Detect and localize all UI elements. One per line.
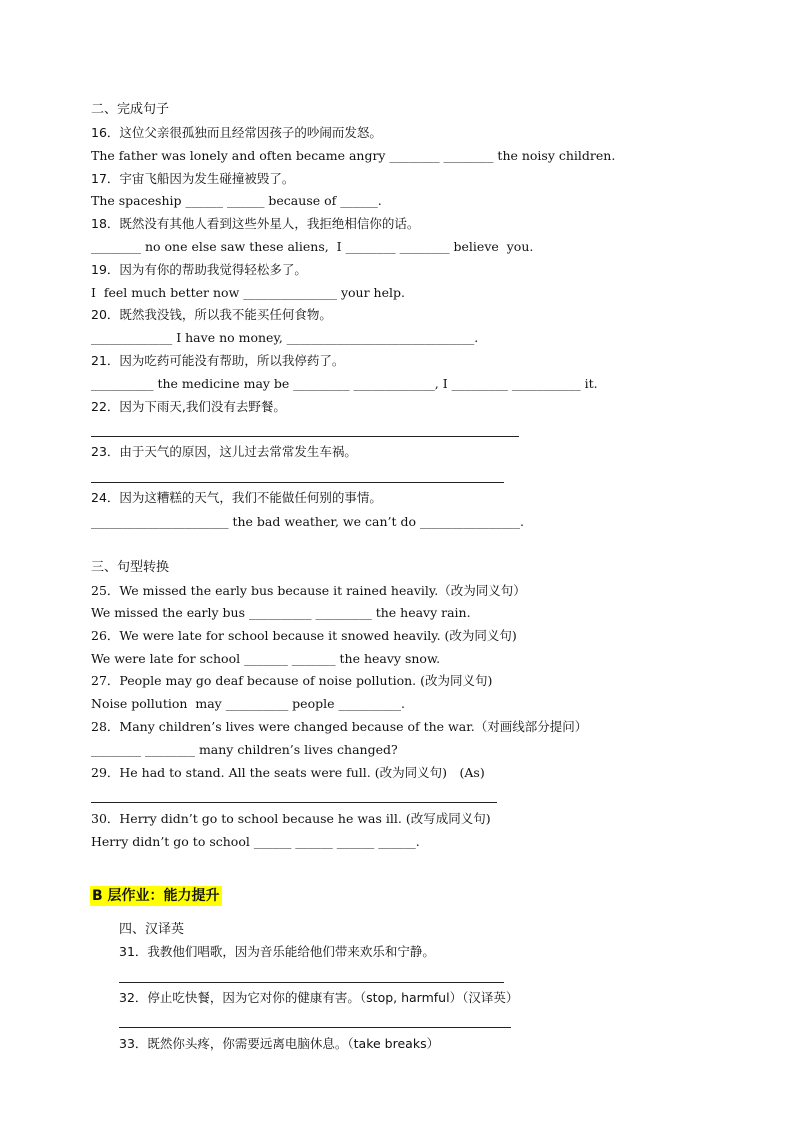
question-24-english: ______________________ the bad weather, we can’t do ________________. [91, 514, 524, 529]
question-20-english: _____________ I have no money, ______________________________. [91, 330, 479, 345]
section-heading-complete-sentences: 二、完成句子 [91, 102, 170, 117]
question-17-english: The spaceship ______ ______ because of ______. [91, 193, 382, 208]
question-16-chinese: 16．这位父亲很孤独而且经常因孩子的吵闹而发怒。 [91, 125, 382, 140]
question-31-answer-line [119, 982, 504, 983]
question-31-chinese: 31．我教他们唱歌，因为音乐能给他们带来欢乐和宁静。 [119, 944, 435, 959]
question-29-answer-line [91, 802, 497, 803]
question-25-prompt: 25．We missed the early bus because it rained heavily.（改为同义句） [91, 583, 526, 598]
question-32-chinese: 32．停止吃快餐，因为它对你的健康有害。（stop, harmful）（汉译英） [119, 990, 519, 1005]
question-18-english: ________ no one else saw these aliens, I ________ ________ believe you. [91, 239, 534, 254]
question-23-answer-line [91, 482, 504, 483]
question-32-answer-line [119, 1027, 511, 1028]
question-17-chinese: 17．宇宙飞船因为发生碰撞被毁了。 [91, 171, 295, 186]
question-28-answer: ________ ________ many children’s lives changed? [91, 742, 398, 757]
question-22-answer-line [91, 436, 519, 437]
question-26-prompt: 26．We were late for school because it snowed heavily. (改为同义句) [91, 628, 517, 643]
question-30-answer: Herry didn’t go to school ______ ______ ______ ______. [91, 834, 420, 849]
question-21-chinese: 21．因为吃药可能没有帮助，所以我停药了。 [91, 353, 345, 368]
question-19-chinese: 19．因为有你的帮助我觉得轻松多了。 [91, 262, 307, 277]
question-30-prompt: 30．Herry didn’t go to school because he was ill. (改写成同义句) [91, 811, 491, 826]
question-26-answer: We were late for school _______ _______ the heavy snow. [91, 651, 441, 666]
question-18-chinese: 18．既然没有其他人看到这些外星人，我拒绝相信你的话。 [91, 216, 420, 231]
question-24-chinese: 24．因为这糟糕的天气，我们不能做任何别的事情。 [91, 490, 382, 505]
question-33-chinese: 33．既然你头疼，你需要远离电脑休息。（take breaks） [119, 1036, 440, 1051]
question-22-chinese: 22．因为下雨天,我们没有去野餐。 [91, 399, 286, 414]
question-19-english: I feel much better now _______________ your help. [91, 285, 405, 300]
question-27-prompt: 27．People may go deaf because of noise pollution. (改为同义句) [91, 673, 493, 688]
question-27-answer: Noise pollution may __________ people __________. [91, 696, 405, 711]
question-21-english: __________ the medicine may be _________ _____________, I _________ ___________ it. [91, 376, 598, 391]
question-20-chinese: 20．既然我没钱，所以我不能买任何食物。 [91, 307, 332, 322]
b-level-homework-title: B 层作业：能力提升 [92, 888, 220, 904]
section-heading-chinese-to-english: 四、汉译英 [119, 922, 185, 937]
question-25-answer: We missed the early bus __________ _________ the heavy rain. [91, 605, 471, 620]
question-28-prompt: 28．Many children’s lives were changed because of the war.（对画线部分提问） [91, 719, 588, 734]
question-29-prompt: 29．He had to stand. All the seats were full. (改为同义句) (As) [91, 765, 485, 780]
section-heading-sentence-transformation: 三、句型转换 [91, 560, 170, 575]
question-23-chinese: 23．由于天气的原因，这儿过去常常发生车祸。 [91, 444, 357, 459]
question-16-english: The father was lonely and often became angry ________ ________ the noisy children. [91, 148, 616, 163]
